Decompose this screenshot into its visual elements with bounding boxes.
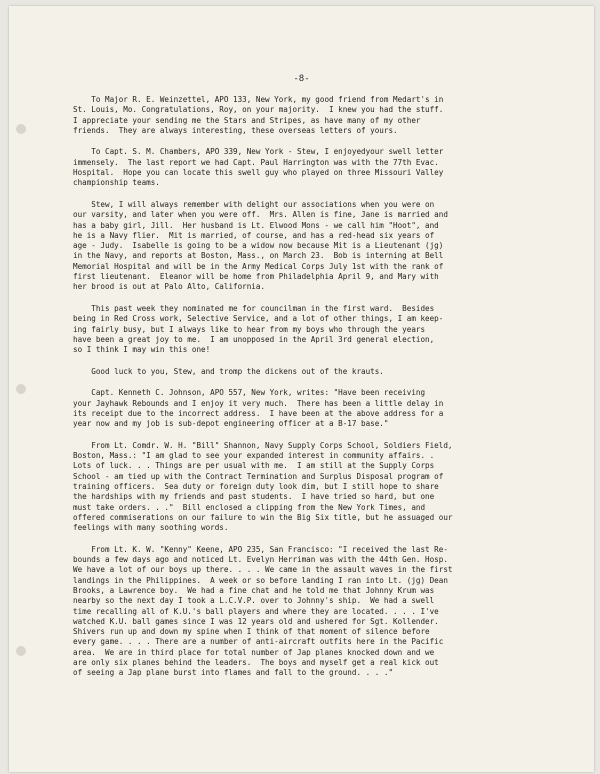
text-line: your Jayhawk Rebounds and I enjoy it very much. There has been a little delay in — [73, 398, 444, 408]
text-line: feelings with many soothing words. — [73, 523, 229, 533]
text-line: has a baby girl, Jill. Her husband is Lt. Elwood Mons - we call him "Hoot", and — [73, 220, 439, 230]
paragraph — [73, 200, 539, 293]
text-line: immensely. The last report we had Capt. Paul Harrington was with the 77th Evac. — [73, 157, 439, 167]
letter-body — [73, 95, 539, 690]
text-line: are only six planes behind the leaders. The boys and myself get a real kick out — [73, 658, 439, 668]
text-line: Memorial Hospital and will be in the Army Medical Corps July 1st with the rank of — [73, 261, 444, 271]
text-line: first lieutenant. Eleanor will be home from Philadelphia April 9, and Mary with — [73, 272, 439, 282]
text-line: To Capt. S. M. Chambers, APO 339, New York - Stew, I enjoyedyour swell letter — [73, 147, 444, 157]
text-line: area. We are in third place for total number of Jap planes knocked down and we — [73, 647, 435, 657]
text-line: To Major R. E. Weinzettel, APO 133, New York, my good friend from Medart's in — [73, 95, 444, 104]
text-line: Brooks, a Lawrence boy. We had a fine chat and he told me that Johnny Krum was — [73, 585, 435, 595]
text-line: From Lt. K. W. "Kenny" Keene, APO 235, San Francisco: "I received the last Re- — [73, 544, 448, 554]
text-line: landings in the Philippines. A week or so before landing I ran into Lt. (jg) Dean — [73, 575, 448, 585]
text-line: bounds a few days ago and noticed Lt. Evelyn Herriman was with the 44th Gen. Hosp. — [73, 555, 448, 565]
text-line: watched K.U. ball games since I was 12 years old and ushered for Sgt. Kollender. — [73, 616, 439, 626]
text-line: have been a great joy to me. I am unopposed in the April 3rd general election, — [73, 334, 435, 344]
punch-hole — [16, 384, 26, 394]
text-line: Hospital. Hope you can locate this swell guy who played on three Missouri Valley — [73, 168, 444, 178]
paragraph — [73, 304, 539, 355]
text-line: friends. They are always interesting, these overseas letters of yours. — [73, 125, 398, 135]
text-line: our varsity, and later when you were off. Mrs. Allen is fine, Jane is married and — [73, 210, 448, 220]
text-line: so I think I may win this one! — [73, 345, 211, 355]
punch-hole — [16, 124, 26, 134]
text-line: School - am tied up with the Contract Termination and Surplus Disposal program of — [73, 471, 444, 481]
paragraph — [73, 147, 539, 188]
text-line: offered commiserations on our failure to win the Big Six title, but he assuaged our — [73, 512, 453, 522]
text-line: every game. . . . There are a number of anti-aircraft outfits here in the Pacific — [73, 637, 444, 647]
text-line: must take orders. . ." Bill enclosed a clipping from the New York Times, and — [73, 502, 426, 512]
paragraph — [73, 388, 539, 429]
text-line: Boston, Mass.: "I am glad to see your expanded interest in community affairs. . — [73, 451, 435, 461]
text-line: being in Red Cross work, Selective Service, and a lot of other things, I am keep- — [73, 314, 444, 324]
paragraph — [73, 545, 539, 679]
text-line: I appreciate your sending me the Stars and Stripes, as have many of my other — [73, 115, 421, 125]
text-line: St. Louis, Mo. Congratulations, Roy, on your majority. I knew you had the stuff. — [73, 105, 444, 115]
text-line: Good luck to you, Stew, and tromp the dickens out of the krauts. — [73, 366, 384, 376]
text-line: Lots of luck. . . Things are per usual with me. I am still at the Supply Corps — [73, 461, 435, 471]
text-line: This past week they nominated me for councilman in the first ward. Besides — [73, 303, 435, 313]
paragraph — [73, 441, 539, 534]
text-line: Shivers run up and down my spine when I think of that moment of silence before — [73, 627, 430, 637]
text-line: age - Judy. Isabelle is going to be a widow now because Mit is a Lieutenant (jg) — [73, 241, 444, 251]
text-line: championship teams. — [73, 178, 160, 188]
text-line: its receipt due to the incorrect address. I have been at the above address for a — [73, 408, 444, 418]
text-line: From Lt. Comdr. W. H. "Bill" Shannon, Navy Supply Corps School, Soldiers Field, — [73, 440, 453, 450]
text-line: in the Navy, and reports at Boston, Mass., on March 23. Bob is interning at Bell — [73, 251, 444, 261]
text-line: We have a lot of our boys up there. . . . We came in the assault waves in the first — [73, 565, 453, 575]
text-line: her brood is out at Palo Alto, California. — [73, 282, 266, 292]
text-line: of seeing a Jap plane burst into flames and fall to the ground. . . ." — [73, 668, 394, 678]
text-line: training officers. Sea duty or foreign duty look dim, but I still hope to share — [73, 481, 439, 491]
text-line: Stew, I will always remember with delight our associations when you were on — [73, 199, 435, 209]
punch-hole — [16, 646, 26, 656]
page-number: -8- — [293, 74, 310, 84]
text-line: he is a Navy flier. Mit is married, of course, and has a red-head six years of — [73, 230, 435, 240]
text-line: ing fairly busy, but I always like to hear from my boys who through the years — [73, 324, 426, 334]
paragraph — [73, 367, 539, 377]
text-line: the hardships with my friends and past students. I have tried so hard, but one — [73, 492, 435, 502]
text-line: Capt. Kenneth C. Johnson, APO 557, New York, writes: "Have been receiving — [73, 388, 426, 398]
text-line: nearby so the next day I took a L.C.V.P. over to Johnny's ship. We had a swell — [73, 596, 435, 606]
text-line: time recalling all of K.U.'s ball players and where they are located. . . . I've — [73, 606, 439, 616]
paragraph — [73, 95, 539, 136]
text-line: year now and my job is sub-depot engineering officer at a B-17 base." — [73, 419, 389, 429]
